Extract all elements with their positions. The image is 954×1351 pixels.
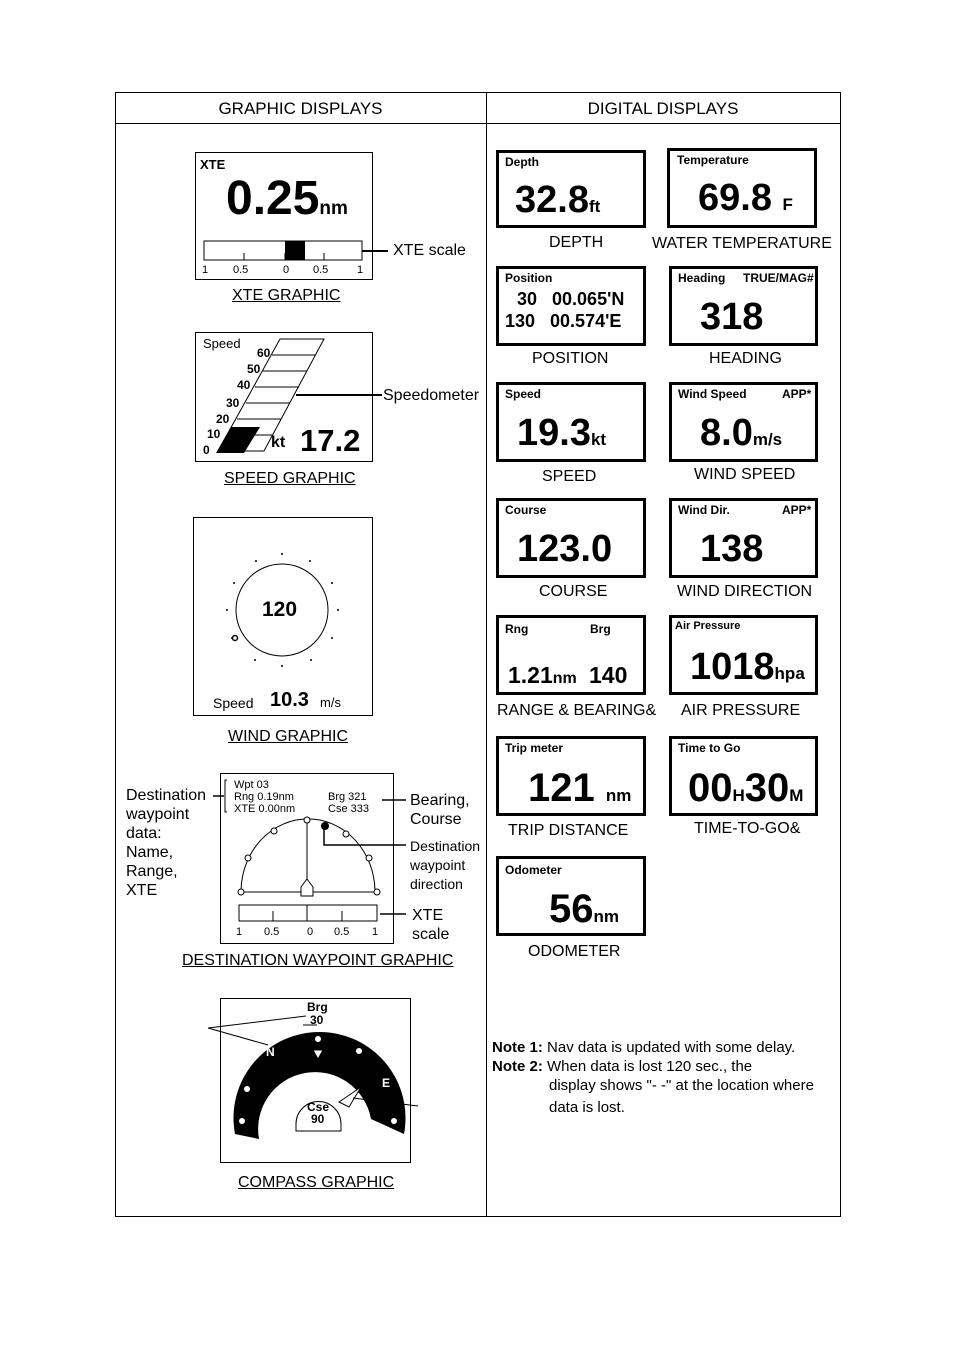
range-value: 1.21nm — [508, 662, 577, 688]
position-caption: POSITION — [532, 350, 609, 367]
course-label: Course — [505, 503, 547, 517]
air-pressure-caption: AIR PRESSURE — [681, 702, 801, 719]
air-pressure-display — [669, 615, 818, 695]
compass-graphic-caption: COMPASS GRAPHIC — [238, 1174, 395, 1191]
wind-direction-mode: APP* — [782, 503, 812, 517]
heading-mode: TRUE/MAG# — [743, 271, 814, 285]
odometer-value: 56nm — [549, 887, 619, 931]
depth-caption: DEPTH — [549, 234, 604, 251]
waypoint-scale-tick: 0.5 — [264, 926, 280, 938]
range-label: Rng — [505, 622, 529, 636]
xte-scale-label: XTE scale — [393, 242, 466, 259]
position-label: Position — [505, 271, 553, 285]
digital-displays-header: DIGITAL DISPLAYS — [587, 99, 739, 118]
wind-speed-caption: WIND SPEED — [694, 466, 796, 483]
waypoint-scale-tick: 0.5 — [334, 926, 350, 938]
heading-value: 318 — [700, 296, 764, 338]
wind-speed-label: Speed — [213, 695, 254, 711]
air-pressure-label: Air Pressure — [675, 620, 741, 632]
compass-e-label: E — [382, 1076, 391, 1090]
time-to-go-label: Time to Go — [678, 741, 741, 755]
speed-scale-label: 0 — [203, 443, 210, 457]
waypoint-xte-scale-callout: XTE scale — [412, 907, 450, 943]
heading-caption: HEADING — [709, 350, 782, 367]
waypoint-name: Wpt 03 — [234, 779, 269, 791]
compass-cse-label: Cse — [307, 1100, 330, 1114]
xte-value-number: 0.25 — [226, 172, 320, 225]
speed-label: Speed — [505, 387, 542, 401]
air-pressure-value: 1018hpa — [690, 646, 805, 688]
speed-graphic-value: 17.2 — [300, 423, 361, 458]
speed-value: 19.3kt — [517, 412, 607, 454]
wind-speed-value: 8.0m/s — [700, 412, 783, 454]
speedometer-callout: Speedometer — [383, 387, 480, 404]
speed-scale-label: 50 — [247, 362, 261, 376]
xte-title: XTE — [200, 157, 226, 172]
note-2: Note 2: When data is lost 120 sec., the — [492, 1058, 753, 1075]
xte-scale-tick: 0 — [283, 264, 290, 276]
depth-label: Depth — [505, 155, 539, 169]
trip-label: Trip meter — [505, 741, 564, 755]
odometer-display — [496, 856, 646, 936]
waypoint-direction-callout: Destination waypoint direction — [410, 838, 481, 892]
waypoint-scale-tick: 1 — [236, 926, 243, 938]
xte-scale-tick: 0.5 — [313, 264, 329, 276]
speed-scale-label: 10 — [207, 427, 221, 441]
time-to-go-value: 00H30M — [688, 766, 804, 810]
xte-scale-tick: 1 — [357, 264, 364, 276]
temperature-display — [667, 148, 817, 228]
course-value: 123.0 — [517, 528, 613, 570]
wind-speed-unit: m/s — [320, 695, 341, 710]
range-bearing-caption: RANGE & BEARING& — [497, 702, 657, 719]
waypoint-xte: XTE 0.00nm — [234, 803, 296, 815]
waypoint-scale-tick: 0 — [307, 926, 314, 938]
compass-brg-value: 30 — [310, 1013, 324, 1027]
wind-speed-display — [669, 382, 818, 462]
depth-display — [496, 150, 646, 228]
xte-unit: nm — [319, 198, 348, 219]
waypoint-scale-tick: 1 — [372, 926, 379, 938]
waypoint-data-callout: Destination waypoint data: Name, Range, XTE — [126, 787, 207, 899]
wind-direction-display — [669, 498, 818, 578]
depth-value: 32.8ft — [515, 179, 601, 221]
course-display — [496, 498, 646, 578]
xte-graphic-caption: XTE GRAPHIC — [232, 287, 341, 304]
time-to-go-caption: TIME-TO-GO& — [694, 820, 801, 837]
note-2-line-2: display shows "- -" at the location where — [549, 1077, 814, 1094]
compass-cse-value: 90 — [311, 1112, 325, 1126]
trip-caption: TRIP DISTANCE — [508, 822, 629, 839]
position-display — [496, 266, 646, 346]
speed-scale-label: 30 — [226, 396, 240, 410]
wind-speed-mode: APP* — [782, 387, 812, 401]
position-longitude: 130 00.574'E — [505, 311, 622, 331]
speed-display — [496, 382, 646, 462]
course-caption: COURSE — [539, 583, 608, 600]
temperature-value: 69.8 F — [698, 177, 793, 219]
compass-n-label: N — [266, 1045, 275, 1059]
xte-scale-tick: 0.5 — [233, 264, 249, 276]
speed-scale-label: 40 — [237, 378, 251, 392]
temperature-label: Temperature — [677, 153, 749, 167]
bearing-label: Brg — [590, 622, 611, 636]
note-1: Note 1: Nav data is updated with some delay. — [492, 1039, 796, 1056]
wind-direction-label: Wind Dir. — [678, 503, 730, 517]
odometer-label: Odometer — [505, 863, 562, 877]
wind-direction-caption: WIND DIRECTION — [677, 583, 813, 600]
position-latitude: 30 00.065'N — [517, 289, 625, 309]
waypoint-bearing: Brg 321 — [328, 791, 367, 803]
speed-graphic-caption: SPEED GRAPHIC — [224, 470, 356, 487]
bearing-course-callout: Bearing, Course — [410, 792, 470, 828]
wind-direction-value: 138 — [700, 528, 764, 570]
wind-dial-value: 120 — [262, 598, 298, 621]
waypoint-range: Rng 0.19nm — [234, 791, 294, 803]
time-to-go-display — [669, 736, 818, 816]
note-2-line-3: data is lost. — [549, 1099, 625, 1116]
xte-scale-tick: 1 — [202, 264, 209, 276]
waypoint-course: Cse 333 — [328, 803, 369, 815]
speed-scale-label: 60 — [257, 346, 271, 360]
wind-graphic-caption: WIND GRAPHIC — [228, 728, 348, 745]
trip-display — [496, 736, 646, 816]
range-bearing-display — [496, 615, 646, 695]
odometer-caption: ODOMETER — [528, 943, 621, 960]
trip-value: 121 nm — [528, 766, 632, 810]
heading-display — [669, 266, 818, 346]
speed-graphic-unit: kt — [271, 434, 286, 451]
speed-caption: SPEED — [542, 468, 597, 485]
speed-graphic-title: Speed — [203, 336, 241, 351]
waypoint-graphic-caption: DESTINATION WAYPOINT GRAPHIC — [182, 952, 454, 969]
heading-label: Heading — [678, 271, 726, 285]
speed-scale-label: 20 — [216, 412, 230, 426]
wind-speed-label: Wind Speed — [678, 387, 747, 401]
temperature-caption: WATER TEMPERATURE — [652, 235, 832, 252]
wind-speed-value: 10.3 — [270, 689, 309, 711]
graphic-displays-header: GRAPHIC DISPLAYS — [218, 99, 383, 118]
bearing-value: 140 — [589, 662, 628, 688]
compass-brg-label: Brg — [307, 1000, 328, 1014]
